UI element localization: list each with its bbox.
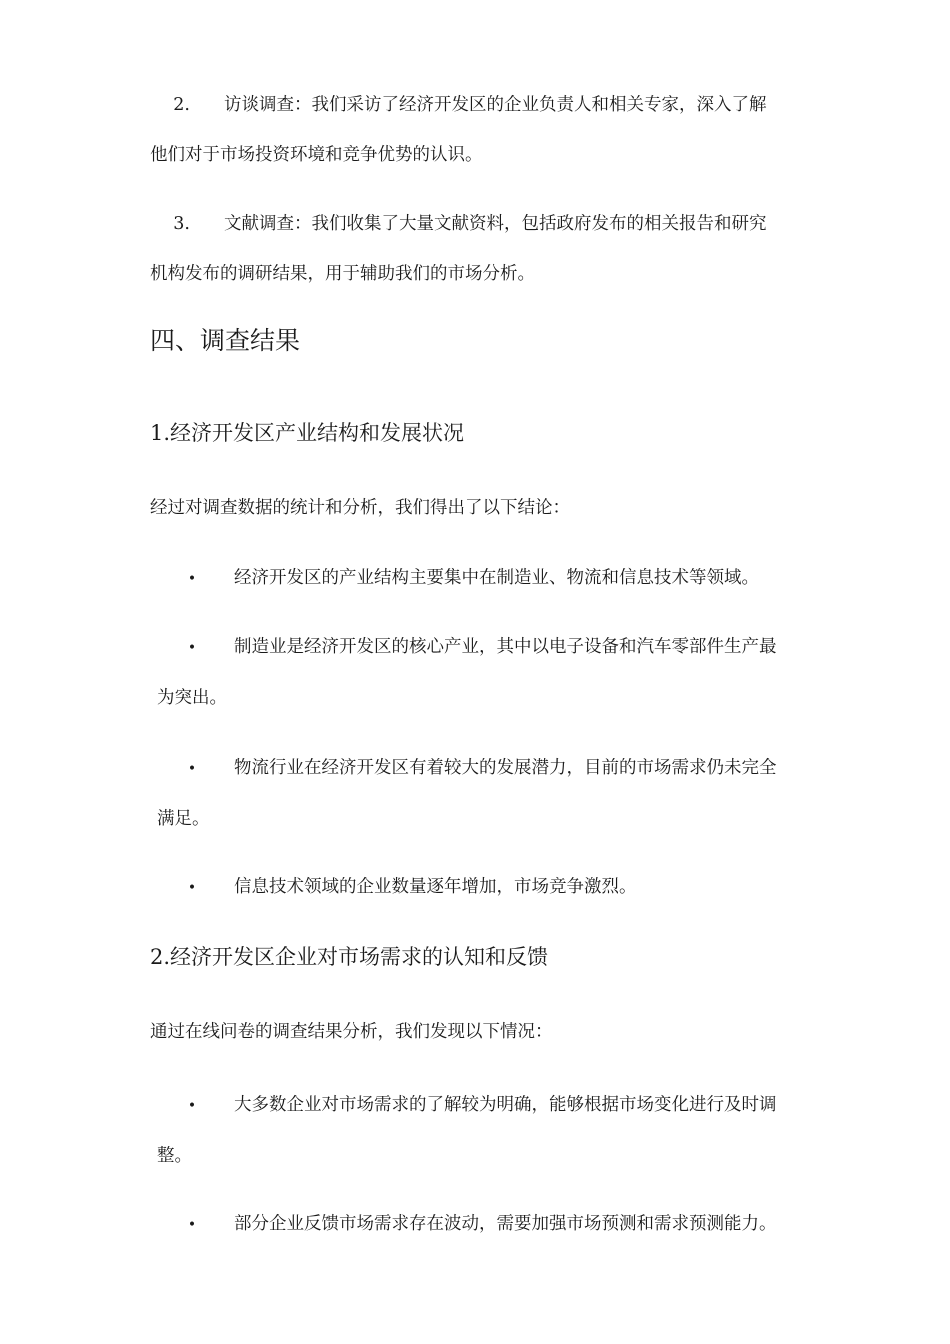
list-item-text-continued: 满足。 [157, 809, 210, 829]
bullet-icon: • [187, 1217, 197, 1233]
subsection-heading-industry-structure: 1.经济开发区产业结构和发展状况 [150, 421, 465, 445]
method-item-number: 2. [173, 95, 190, 115]
method-item-number: 3. [173, 214, 190, 234]
method-item-text-continued: 机构发布的调研结果，用于辅助我们的市场分析。 [150, 264, 535, 284]
method-item-text-continued: 他们对于市场投资环境和竞争优势的认识。 [150, 145, 483, 165]
list-item [150, 862, 830, 913]
list-item [150, 1080, 830, 1181]
bullet-icon: • [187, 761, 197, 777]
subsection-intro-paragraph: 通过在线问卷的调查结果分析，我们发现以下情况： [150, 1022, 553, 1042]
list-item-text: 大多数企业对市场需求的了解较为明确，能够根据市场变化进行及时调 [234, 1095, 777, 1115]
list-item-text: 部分企业反馈市场需求存在波动，需要加强市场预测和需求预测能力。 [234, 1214, 777, 1234]
list-item-text-continued: 为突出。 [157, 688, 227, 708]
bullet-icon: • [187, 880, 197, 896]
list-item [150, 743, 830, 844]
list-item [150, 1199, 830, 1250]
bullet-icon: • [187, 571, 197, 587]
method-item-text: 文献调查：我们收集了大量文献资料，包括政府发布的相关报告和研究 [224, 214, 767, 234]
list-item-text: 信息技术领域的企业数量逐年增加，市场竞争激烈。 [234, 877, 637, 897]
method-item-text: 访谈调查：我们采访了经济开发区的企业负责人和相关专家，深入了解 [224, 95, 767, 115]
list-item-text: 经济开发区的产业结构主要集中在制造业、物流和信息技术等领域。 [234, 568, 759, 588]
bullet-icon: • [187, 1098, 197, 1114]
list-item [150, 553, 830, 604]
section-heading-results: 四、调查结果 [150, 326, 301, 355]
method-item-literature [150, 199, 830, 299]
list-item-text: 物流行业在经济开发区有着较大的发展潜力，目前的市场需求仍未完全 [234, 758, 777, 778]
list-item [150, 622, 830, 723]
list-item-text-continued: 整。 [157, 1146, 192, 1166]
method-item-interview [150, 80, 830, 180]
subsection-intro-paragraph: 经过对调查数据的统计和分析，我们得出了以下结论： [150, 498, 570, 518]
subsection-heading-market-demand: 2.经济开发区企业对市场需求的认知和反馈 [150, 945, 549, 969]
bullet-icon: • [187, 640, 197, 656]
list-item-text: 制造业是经济开发区的核心产业，其中以电子设备和汽车零部件生产最 [234, 637, 777, 657]
